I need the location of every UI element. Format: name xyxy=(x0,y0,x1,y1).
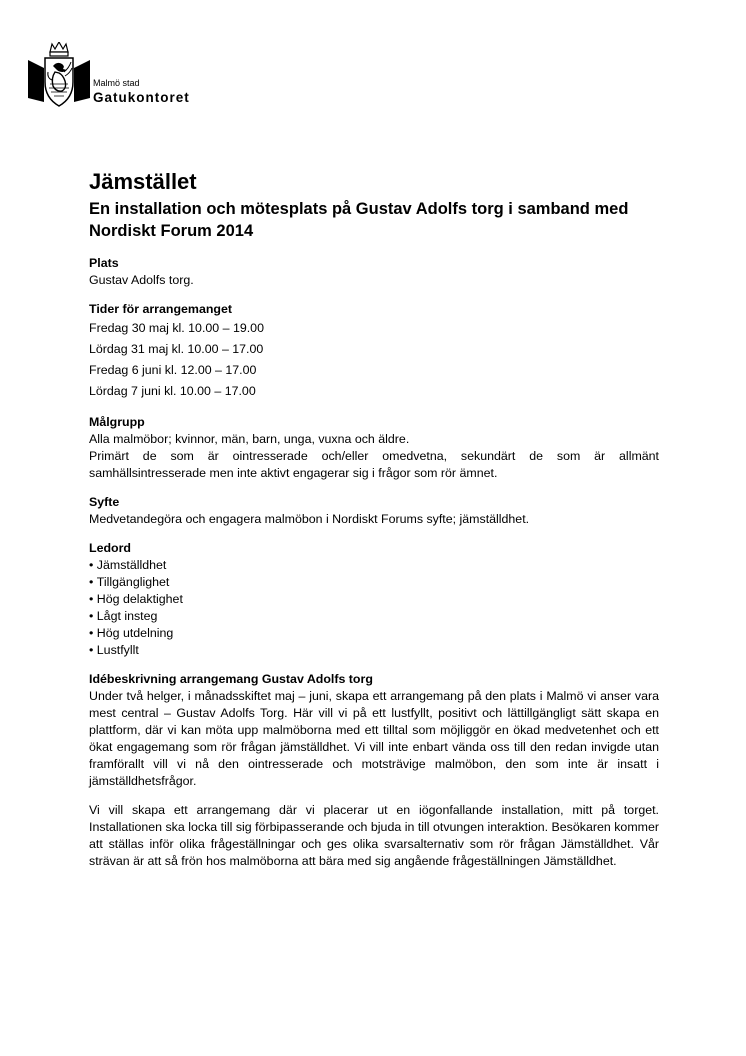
section-syfte xyxy=(89,494,659,528)
section-heading: Tider för arrangemanget xyxy=(89,302,232,316)
document-title: Jämstället xyxy=(89,169,197,194)
paragraph: Under två helger, i månadsskiftet maj – juni, skapa ett arrangemang på den plats i Malmö vi anser vara mest central – Gustav Adolfs Torg. Här vill vi på ett lustfyllt, positivt och lättillgängligt sätt skapa en plattform, där vi kan möta upp malmöborna med ett tilltal som möjliggör en ökad medvetenhet och ett ökat engagemang som rör frågan jämställdhet. Vi vill inte enbart vända oss till den redan invigde utan framförallt vill vi nå den ointresserade och motsträvige malmöbon, den som inte är insatt i jämställdhetsfrågor. xyxy=(89,689,659,788)
section-text: Medvetandegöra och engagera malmöbon i Nordiskt Forums syfte; jämställdhet. xyxy=(89,512,530,526)
document-subtitle: En installation och mötesplats på Gustav Adolfs torg i samband med Nordiskt Forum 2014 xyxy=(89,200,629,240)
list-item: • Lågt insteg xyxy=(89,608,659,625)
section-heading: Målgrupp xyxy=(89,415,145,429)
time-line: Fredag 6 juni kl. 12.00 – 17.00 xyxy=(89,363,257,377)
list-item: • Hög delaktighet xyxy=(89,591,659,608)
section-tider xyxy=(89,301,659,402)
paragraph: Vi vill skapa ett arrangemang där vi placerar ut en iögonfallande installation, mitt på torget. Installationen ska locka till sig förbipasserande och bjuda in till otvungen interaktion. Besökaren kommer att ställas inför olika frågeställningar och ges olika svarsalternativ som rör frågan Jämställdhet. Vår strävan är att så frön hos malmöborna att bära med sig angående frågeställningen Jämställdhet. xyxy=(89,803,659,868)
section-heading: Idébeskrivning arrangemang Gustav Adolfs torg xyxy=(89,672,373,686)
org-city: Malmö stad xyxy=(93,78,140,88)
section-heading: Syfte xyxy=(89,495,120,509)
section-heading: Plats xyxy=(89,256,119,270)
time-line: Fredag 30 maj kl. 10.00 – 19.00 xyxy=(89,321,264,335)
section-malgrupp xyxy=(89,414,659,482)
list-item: • Tillgänglighet xyxy=(89,574,659,591)
malmo-coat-of-arms-icon xyxy=(28,42,90,108)
section-plats xyxy=(89,255,659,289)
section-ledord xyxy=(89,540,659,659)
list-item: • Lustfyllt xyxy=(89,642,659,659)
section-text: Gustav Adolfs torg. xyxy=(89,273,194,287)
section-idebeskrivning xyxy=(89,671,659,870)
list-item: • Jämställdhet xyxy=(89,557,659,574)
organization-name xyxy=(93,78,190,106)
section-text: Alla malmöbor; kvinnor, män, barn, unga, vuxna och äldre. xyxy=(89,432,410,446)
time-line: Lördag 7 juni kl. 10.00 – 17.00 xyxy=(89,384,256,398)
org-department: Gatukontoret xyxy=(93,90,190,105)
list-item: • Hög utdelning xyxy=(89,625,659,642)
time-line: Lördag 31 maj kl. 10.00 – 17.00 xyxy=(89,342,264,356)
document-body xyxy=(89,168,659,870)
section-text: Primärt de som är ointresserade och/eller omedvetna, sekundärt de som är allmänt samhällsintresserade men inte aktivt engagerar sig i frågor som rör ämnet. xyxy=(89,449,659,480)
section-heading: Ledord xyxy=(89,541,131,555)
